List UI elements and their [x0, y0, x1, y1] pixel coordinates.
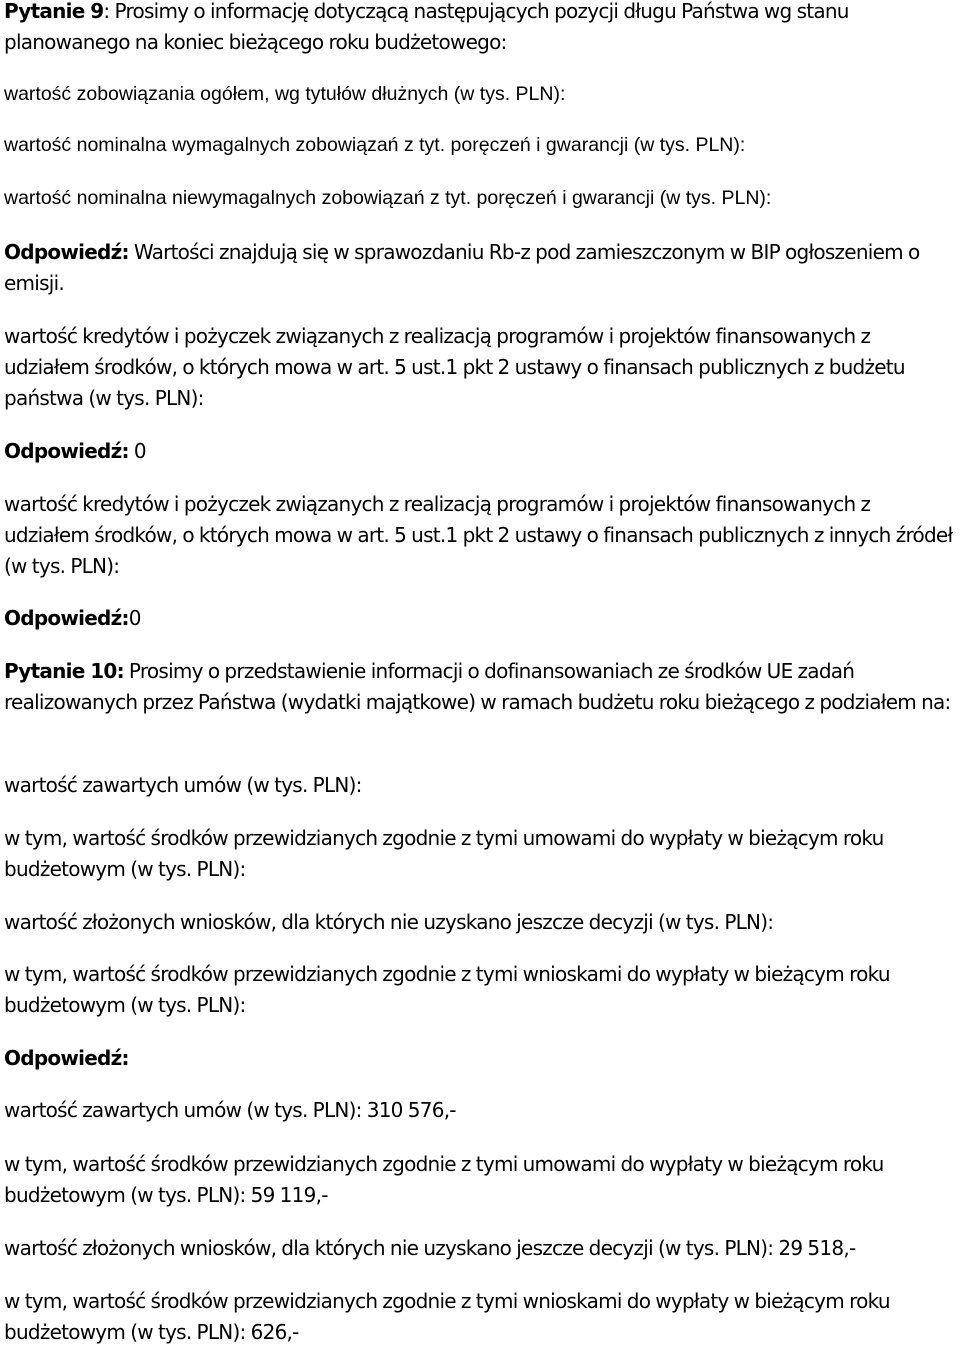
question-9-label: Pytanie 9 — [4, 0, 104, 23]
q9-item-not-due: wartość nominalna niewymagalnych zobowiązań z tyt. poręczeń i gwarancji (w tys. PLN): — [4, 187, 772, 209]
answer-4 — [4, 1043, 129, 1074]
question-10 — [4, 656, 960, 718]
loans-state-budget: wartość kredytów i pożyczek związanych z realizacją programów i projektów finansowanych z udziałem środków, o których mowa w art. 5 ust.1 pkt 2 ustawy o finansach publicznych z budżetu państwa (w tys. PLN): — [4, 324, 905, 410]
q10-answer-contracts-payout: w tym, wartość środków przewidzianych zgodnie z tymi umowami do wypłaty w bieżącym roku budżetowym (w tys. PLN): 59 119,- — [4, 1152, 884, 1207]
question-10-label: Pytanie 10: — [4, 659, 124, 683]
answer-3-text: 0 — [128, 606, 141, 630]
answer-3-label: Odpowiedź: — [4, 606, 129, 630]
answer-1-label: Odpowiedź: — [4, 240, 129, 264]
answer-2-label: Odpowiedź: — [4, 439, 129, 463]
answer-3 — [4, 603, 141, 634]
answer-1 — [4, 237, 960, 299]
question-9-text: : Prosimy o informację dotyczącą następujących pozycji długu Państwa wg stanu planowanego na koniec bieżącego roku budżetowego: — [4, 0, 849, 54]
q9-item-total: wartość zobowiązania ogółem, wg tytułów dłużnych (w tys. PLN): — [4, 83, 566, 105]
answer-1-text: Wartości znajdują się w sprawozdaniu Rb-z pod zamieszczonym w BIP ogłoszeniem o emisji. — [4, 240, 920, 295]
q10-answer-contracts: wartość zawartych umów (w tys. PLN): 310 576,- — [4, 1098, 456, 1122]
question-9 — [4, 0, 960, 58]
answer-2 — [4, 436, 146, 467]
q10-item-applications-payout: w tym, wartość środków przewidzianych zgodnie z tymi wnioskami do wypłaty w bieżącym roku budżetowym (w tys. PLN): — [4, 962, 890, 1017]
answer-2-text: 0 — [128, 439, 146, 463]
answer-4-label: Odpowiedź: — [4, 1046, 129, 1070]
q10-item-contracts-payout: w tym, wartość środków przewidzianych zgodnie z tymi umowami do wypłaty w bieżącym roku budżetowym (w tys. PLN): — [4, 826, 884, 881]
q10-item-contracts: wartość zawartych umów (w tys. PLN): — [4, 773, 362, 797]
question-10-text: Prosimy o przedstawienie informacji o dofinansowaniach ze środków UE zadań realizowanych przez Państwa (wydatki majątkowe) w ramach budżetu roku bieżącego z podziałem na: — [4, 659, 951, 714]
q9-item-due: wartość nominalna wymagalnych zobowiązań z tyt. poręczeń i gwarancji (w tys. PLN): — [4, 134, 746, 156]
q10-item-applications: wartość złożonych wniosków, dla których nie uzyskano jeszcze decyzji (w tys. PLN): — [4, 910, 774, 934]
q10-answer-applications: wartość złożonych wniosków, dla których nie uzyskano jeszcze decyzji (w tys. PLN): 29 518,- — [4, 1236, 856, 1260]
loans-other-sources: wartość kredytów i pożyczek związanych z realizacją programów i projektów finansowanych z udziałem środków, o których mowa w art. 5 ust.1 pkt 2 ustawy o finansach publicznych z innych źródeł (w tys. PLN): — [4, 492, 953, 578]
q10-answer-applications-payout: w tym, wartość środków przewidzianych zgodnie z tymi wnioskami do wypłaty w bieżącym roku budżetowym (w tys. PLN): 626,- — [4, 1289, 890, 1344]
